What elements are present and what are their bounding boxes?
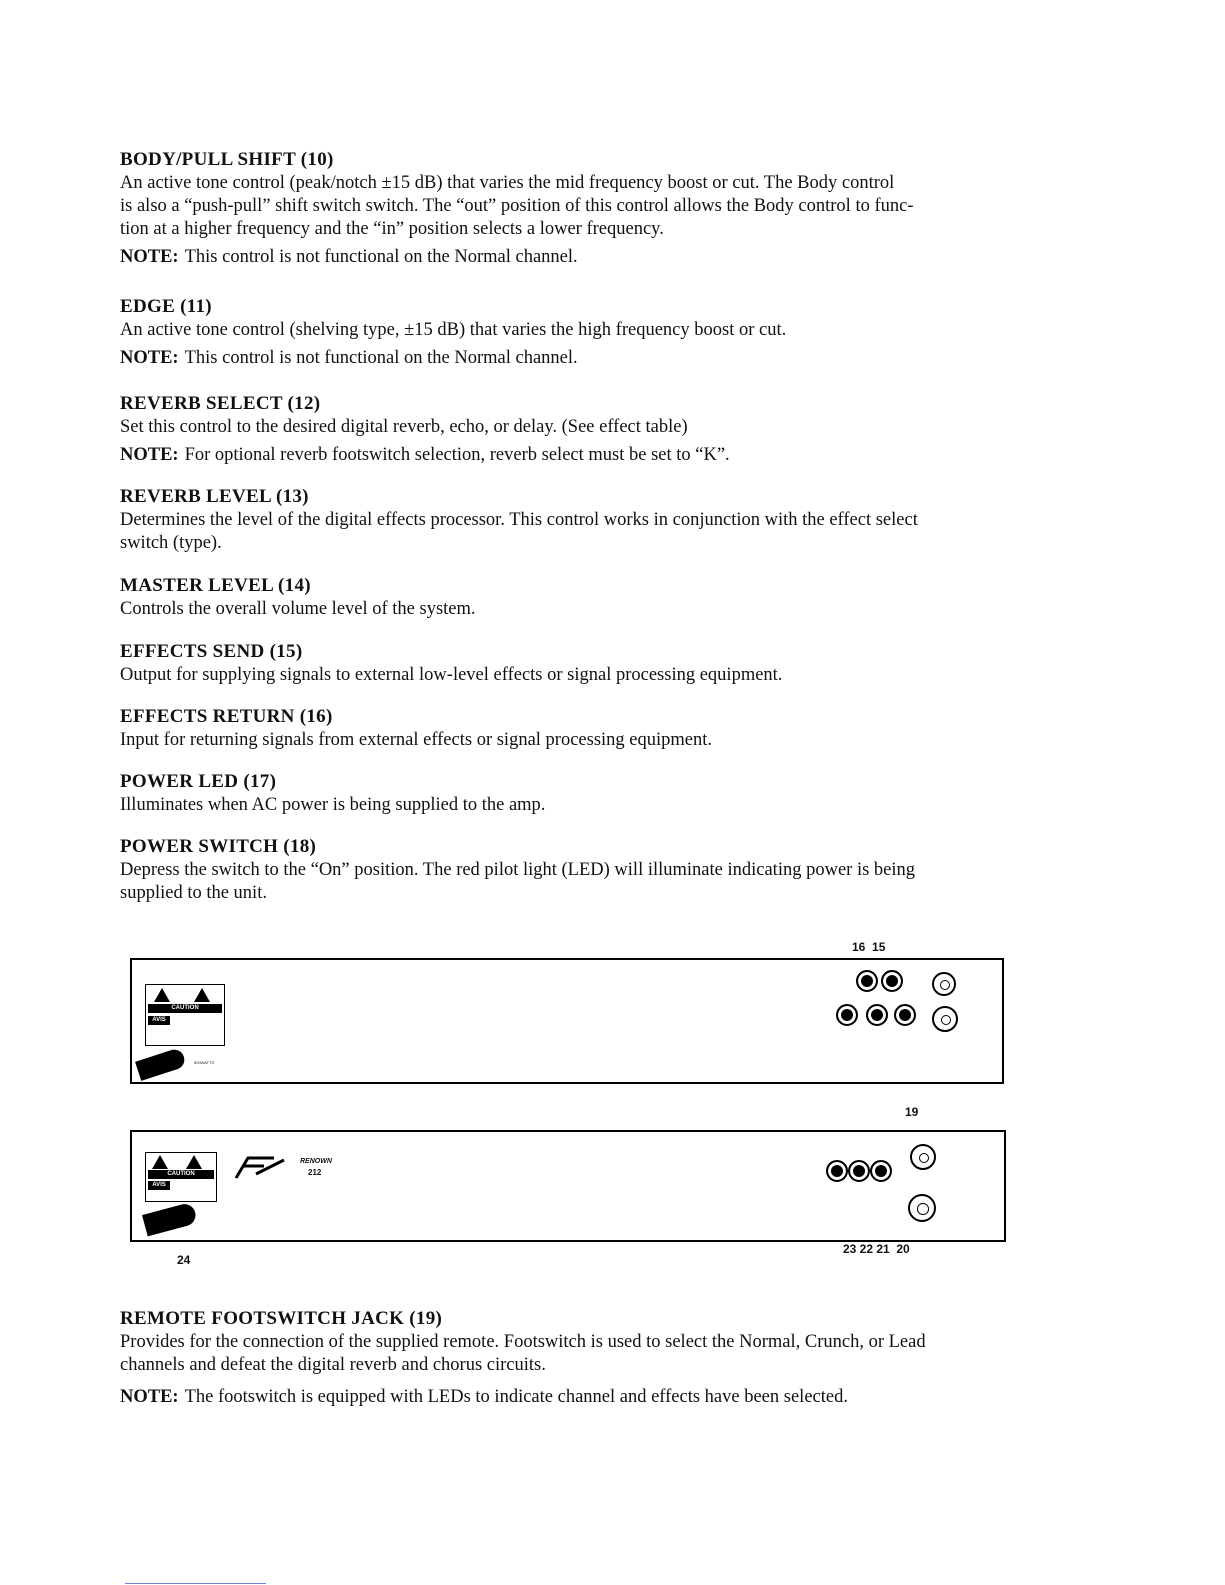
- note-label: NOTE:: [120, 247, 179, 267]
- section-heading: REVERB LEVEL (13): [120, 486, 309, 507]
- remote-switch-socket: [910, 1144, 936, 1170]
- section-line: channels and defeat the digital reverb and chorus circuits.: [120, 1355, 546, 1375]
- power-amp-in-jack: [826, 1160, 848, 1182]
- power-cord-icon: [142, 1202, 198, 1237]
- section-line: is also a “push-pull” shift switch switch. The “out” position of this control allows the Body control to func-: [120, 196, 914, 216]
- warning-triangle-icon: [154, 988, 170, 1002]
- section-line: Input for returning signals from external effects or signal processing equipment.: [120, 730, 713, 750]
- section-heading: POWER SWITCH (18): [120, 836, 317, 857]
- note-label: NOTE:: [120, 348, 179, 368]
- power-amp-in-jack: [836, 1004, 858, 1026]
- avis-bar: AVIS: [148, 1181, 170, 1190]
- warning-triangle-icon: [152, 1155, 168, 1169]
- section-edge: [120, 295, 1095, 370]
- power-cord-icon: [135, 1047, 187, 1081]
- section-heading: REVERB SELECT (12): [120, 393, 321, 414]
- section-remote-footswitch-jack: [120, 1307, 1095, 1409]
- callout-23-22-21-20: 23 22 21 20: [843, 1242, 910, 1256]
- model-number: 212: [308, 1168, 322, 1177]
- note-text: For optional reverb footswitch selection, reverb select must be set to “K”.: [184, 445, 730, 465]
- section-line: Provides for the connection of the supplied remote. Footswitch is used to select the Normal, Crunch, or Lead: [120, 1332, 926, 1352]
- section-heading: EFFECTS RETURN (16): [120, 706, 333, 727]
- section-line: Illuminates when AC power is being supplied to the amp.: [120, 795, 546, 815]
- section-heading: EFFECTS SEND (15): [120, 641, 303, 662]
- section-note: [120, 1386, 1095, 1409]
- note-text: This control is not functional on the Normal channel.: [184, 247, 578, 267]
- section-line: switch (type).: [120, 533, 222, 553]
- section-line: Controls the overall volume level of the system.: [120, 599, 476, 619]
- remote-switch-socket: [932, 972, 956, 996]
- preamp-out-2-jack: [870, 1160, 892, 1182]
- caution-bar: CAUTION: [148, 1170, 214, 1179]
- section-power-switch: [120, 835, 1095, 905]
- warning-triangle-icon: [194, 988, 210, 1002]
- caution-label: [145, 984, 225, 1046]
- rear-panel-upper: [130, 958, 1004, 1084]
- section-line: tion at a higher frequency and the “in” position selects a lower frequency.: [120, 219, 664, 239]
- watts-label: 500WATTS: [194, 1060, 215, 1065]
- warning-triangle-icon: [186, 1155, 202, 1169]
- section-body-pull-shift: [120, 148, 1095, 269]
- caution-label: [145, 1152, 217, 1202]
- section-line: Output for supplying signals to external low-level effects or signal processing equipment.: [120, 665, 783, 685]
- preamp-out-1-jack: [866, 1004, 888, 1026]
- remote-footswitch-socket: [908, 1194, 936, 1222]
- rear-panel-lower: [130, 1130, 1006, 1242]
- remote-footswitch-socket: [932, 1006, 958, 1032]
- callout-24: 24: [177, 1253, 191, 1267]
- section-reverb-level: [120, 485, 1095, 555]
- note-text: This control is not functional on the Normal channel.: [184, 348, 578, 368]
- section-line: Determines the level of the digital effects processor. This control works in conjunction with the effect select: [120, 510, 918, 530]
- effects-send-jack: [881, 970, 903, 992]
- caution-bar: CAUTION: [148, 1004, 222, 1013]
- section-effects-return: [120, 705, 1095, 752]
- section-heading: MASTER LEVEL (14): [120, 575, 311, 596]
- section-heading: POWER LED (17): [120, 771, 277, 792]
- note-label: NOTE:: [120, 1387, 179, 1407]
- peavey-logo: [234, 1154, 292, 1180]
- section-line: Set this control to the desired digital reverb, echo, or delay. (See effect table): [120, 417, 688, 437]
- avis-bar: AVIS: [148, 1016, 170, 1025]
- brand-name: RENOWN: [300, 1158, 332, 1165]
- section-note: [120, 444, 1095, 467]
- callout-19: 19: [905, 1105, 919, 1119]
- section-line: supplied to the unit.: [120, 883, 267, 903]
- preamp-out-2-jack: [894, 1004, 916, 1026]
- section-line: An active tone control (shelving type, ±15 dB) that varies the high frequency boost or cut.: [120, 320, 787, 340]
- section-line: An active tone control (peak/notch ±15 dB) that varies the mid frequency boost or cut. The Body control: [120, 173, 895, 193]
- section-power-led: [120, 770, 1095, 817]
- section-heading: REMOTE FOOTSWITCH JACK (19): [120, 1308, 443, 1329]
- page-edge-rule: [125, 1583, 266, 1584]
- note-label: NOTE:: [120, 445, 179, 465]
- effects-return-jack: [856, 970, 878, 992]
- section-line: Depress the switch to the “On” position. The red pilot light (LED) will illuminate indicating power is being: [120, 860, 916, 880]
- section-heading: EDGE (11): [120, 296, 212, 317]
- section-note: [120, 347, 1095, 370]
- note-text: The footswitch is equipped with LEDs to indicate channel and effects have been selected.: [184, 1387, 848, 1407]
- section-heading: BODY/PULL SHIFT (10): [120, 149, 334, 170]
- peavey-logo-mark: [234, 1154, 292, 1180]
- callout-16-15: 16 15: [852, 940, 886, 954]
- section-effects-send: [120, 640, 1095, 687]
- section-note: [120, 246, 1095, 269]
- preamp-out-1-jack: [848, 1160, 870, 1182]
- section-reverb-select: [120, 392, 1095, 467]
- section-master-level: [120, 574, 1095, 621]
